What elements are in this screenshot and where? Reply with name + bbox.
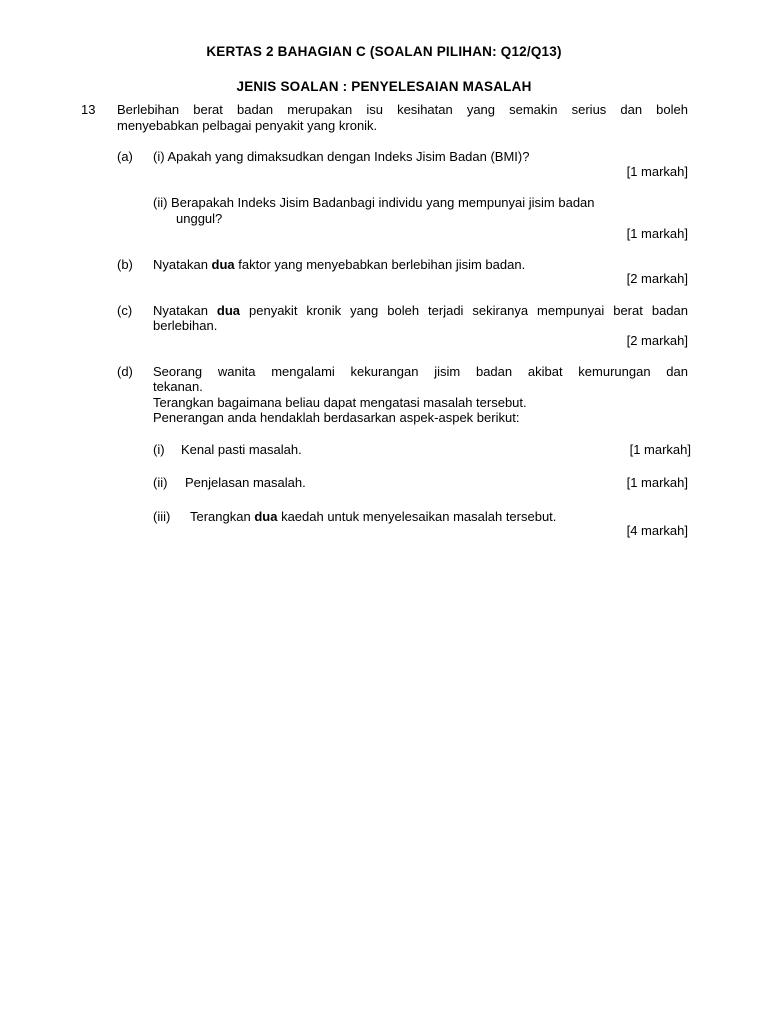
part-c-line2: berlebihan. [153,318,218,333]
part-c-line1: Nyatakan dua penyakit kronik yang boleh terjadi sekiranya mempunyai berat badan [153,303,688,318]
document-title: KERTAS 2 BAHAGIAN C (SOALAN PILIHAN: Q12/Q13) [206,44,562,59]
part-a-ii-line2: unggul? [176,211,223,226]
part-d-i-mark: [1 markah] [629,442,691,457]
part-c-label: (c) [117,303,133,318]
question-stem-line1: Berlebihan berat badan merupakan isu kesihatan yang semakin serius dan boleh [117,102,688,117]
part-d-line2: tekanan. [153,379,203,394]
question-number: 13 [81,102,96,117]
part-d-iii-text: Terangkan dua kaedah untuk menyelesaikan masalah tersebut. [190,509,557,524]
part-d-iii-mark: [4 markah] [626,523,688,538]
part-d-i-label: (i) [153,442,165,457]
part-b-label: (b) [117,257,133,272]
part-a-label: (a) [117,149,133,164]
part-b-text: Nyatakan dua faktor yang menyebabkan berlebihan jisim badan. [153,257,526,272]
part-d-line1: Seorang wanita mengalami kekurangan jisim badan akibat kemurungan dan [153,364,688,379]
part-d-label: (d) [117,364,133,379]
part-d-ii-mark: [1 markah] [626,475,688,490]
part-d-ii-label: (ii) [153,475,168,490]
document-subtitle: JENIS SOALAN : PENYELESAIAN MASALAH [236,79,532,94]
part-d-iii-label: (iii) [153,509,171,524]
part-a-i-text: (i) Apakah yang dimaksudkan dengan Indeks Jisim Badan (BMI)? [153,149,530,164]
question-stem-line2: menyebabkan pelbagai penyakit yang kronik. [117,118,378,133]
part-b-mark: [2 markah] [626,271,688,286]
part-a-ii-mark: [1 markah] [626,226,688,241]
part-c-mark: [2 markah] [626,333,688,348]
part-a-i-mark: [1 markah] [626,164,688,179]
part-d-i-text: Kenal pasti masalah. [181,442,302,457]
part-d-ii-text: Penjelasan masalah. [185,475,306,490]
part-d-line3: Terangkan bagaimana beliau dapat mengatasi masalah tersebut. [153,395,527,410]
part-a-ii-line1: (ii) Berapakah Indeks Jisim Badanbagi individu yang mempunyai jisim badan [153,195,595,210]
part-d-line4: Penerangan anda hendaklah berdasarkan aspek-aspek berikut: [153,410,520,425]
